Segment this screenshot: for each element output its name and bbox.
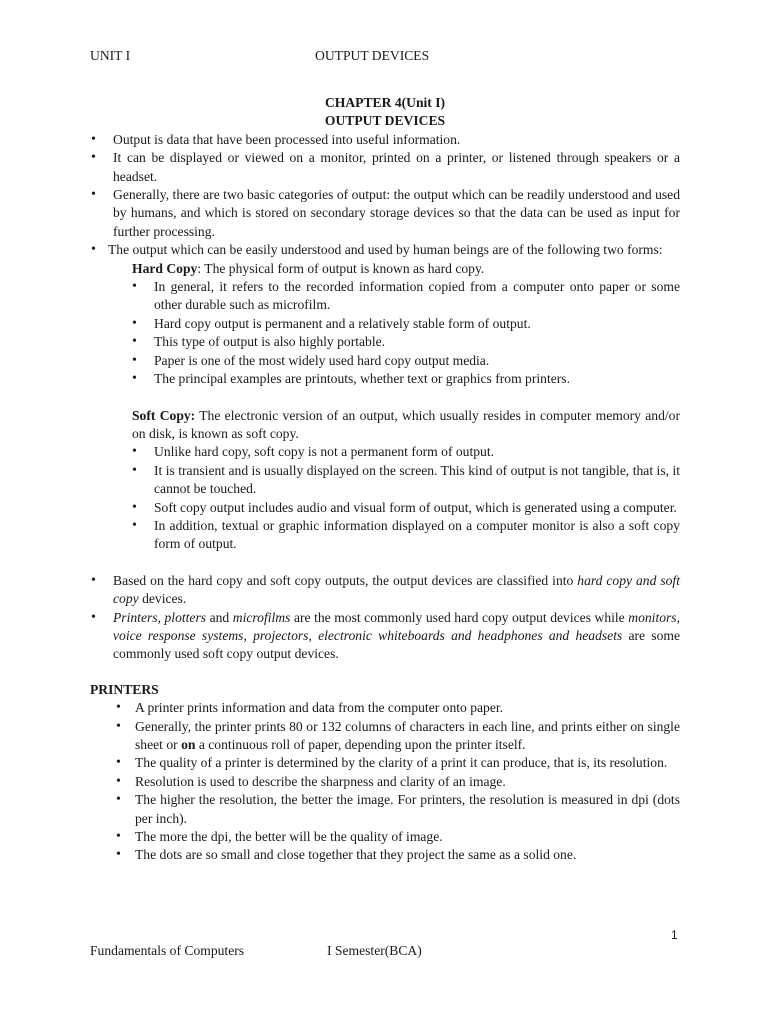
list-item: • Generally, there are two basic categories of output: the output which can be readily understood and used by humans, and which is stored on secondary storage devices so that the data can be used as input for further processing. (90, 186, 680, 241)
list-item: • Soft copy output includes audio and visual form of output, which is generated using a computer. (132, 499, 680, 517)
header-unit: UNIT I (90, 48, 131, 63)
list-item: • The principal examples are printouts, whether text or graphics from printers. (132, 370, 680, 388)
list-item: • In general, it refers to the recorded information copied from a computer onto paper or some other durable such as microfilm. (132, 278, 680, 315)
list-item: • The higher the resolution, the better the image. For printers, the resolution is measured in dpi (dots per inch). (113, 791, 680, 828)
chapter-title: CHAPTER 4(Unit I) (324, 95, 446, 110)
hard-copy-definition: Hard Copy: The physical form of output is known as hard copy. (132, 260, 485, 276)
hard-copy-label: Hard Copy (132, 260, 198, 276)
forms-list (90, 241, 680, 259)
list-item: • The more the dpi, the better will be the quality of image. (113, 828, 680, 846)
soft-copy-definition: Soft Copy: The electronic version of an output, which usually resides in computer memory and/or on disk, is known as soft copy. (132, 407, 680, 441)
list-item: • Unlike hard copy, soft copy is not a permanent form of output. (132, 443, 680, 461)
list-item: • The output which can be easily understood and used by human beings are of the following two forms: (90, 241, 680, 259)
page-number: 1 (671, 928, 678, 942)
list-item: • In addition, textual or graphic information displayed on a computer monitor is also a soft copy form of output. (132, 517, 680, 554)
list-item: • Output is data that have been processed into useful information. (90, 131, 680, 149)
footer-course: Fundamentals of Computers (90, 943, 245, 958)
list-item: • Resolution is used to describe the sharpness and clarity of an image. (113, 773, 680, 791)
soft-copy-label: Soft Copy: (132, 407, 196, 423)
printers-list (90, 699, 680, 865)
hard-copy-list (90, 278, 680, 388)
list-item: • Based on the hard copy and soft copy outputs, the output devices are classified into hard copy and soft copy devices. (90, 572, 680, 609)
classification-list (90, 572, 680, 664)
list-item: • Printers, plotters and microfilms are the most commonly used hard copy output devices while monitors, voice response systems, projectors, electronic whiteboards and headphones and headsets are some commonly used soft copy output devices. (90, 609, 680, 664)
footer-semester: I Semester(BCA) (327, 943, 422, 958)
chapter-subtitle: OUTPUT DEVICES (324, 113, 446, 129)
soft-copy-list (90, 443, 680, 553)
list-item: • A printer prints information and data from the computer onto paper. (113, 699, 680, 717)
intro-list (90, 131, 680, 241)
list-item: • This type of output is also highly portable. (132, 333, 680, 351)
page-content (90, 94, 680, 865)
list-item: • It can be displayed or viewed on a monitor, printed on a printer, or listened through speakers or a headset. (90, 149, 680, 186)
list-item: • Hard copy output is permanent and a relatively stable form of output. (132, 315, 680, 333)
list-item: • Generally, the printer prints 80 or 132 columns of characters in each line, and prints either on single sheet or on a continuous roll of paper, depending upon the printer itself. (113, 718, 680, 755)
list-item: • Paper is one of the most widely used hard copy output media. (132, 352, 680, 370)
header-title: OUTPUT DEVICES (315, 48, 430, 63)
page-header (90, 47, 690, 67)
list-item: • The dots are so small and close together that they project the same as a solid one. (113, 846, 680, 864)
list-item: • The quality of a printer is determined by the clarity of a print it can produce, that is, its resolution. (113, 754, 680, 772)
printers-heading: PRINTERS (90, 681, 159, 697)
list-item: • It is transient and is usually displayed on the screen. This kind of output is not tangible, that is, it cannot be touched. (132, 462, 680, 499)
